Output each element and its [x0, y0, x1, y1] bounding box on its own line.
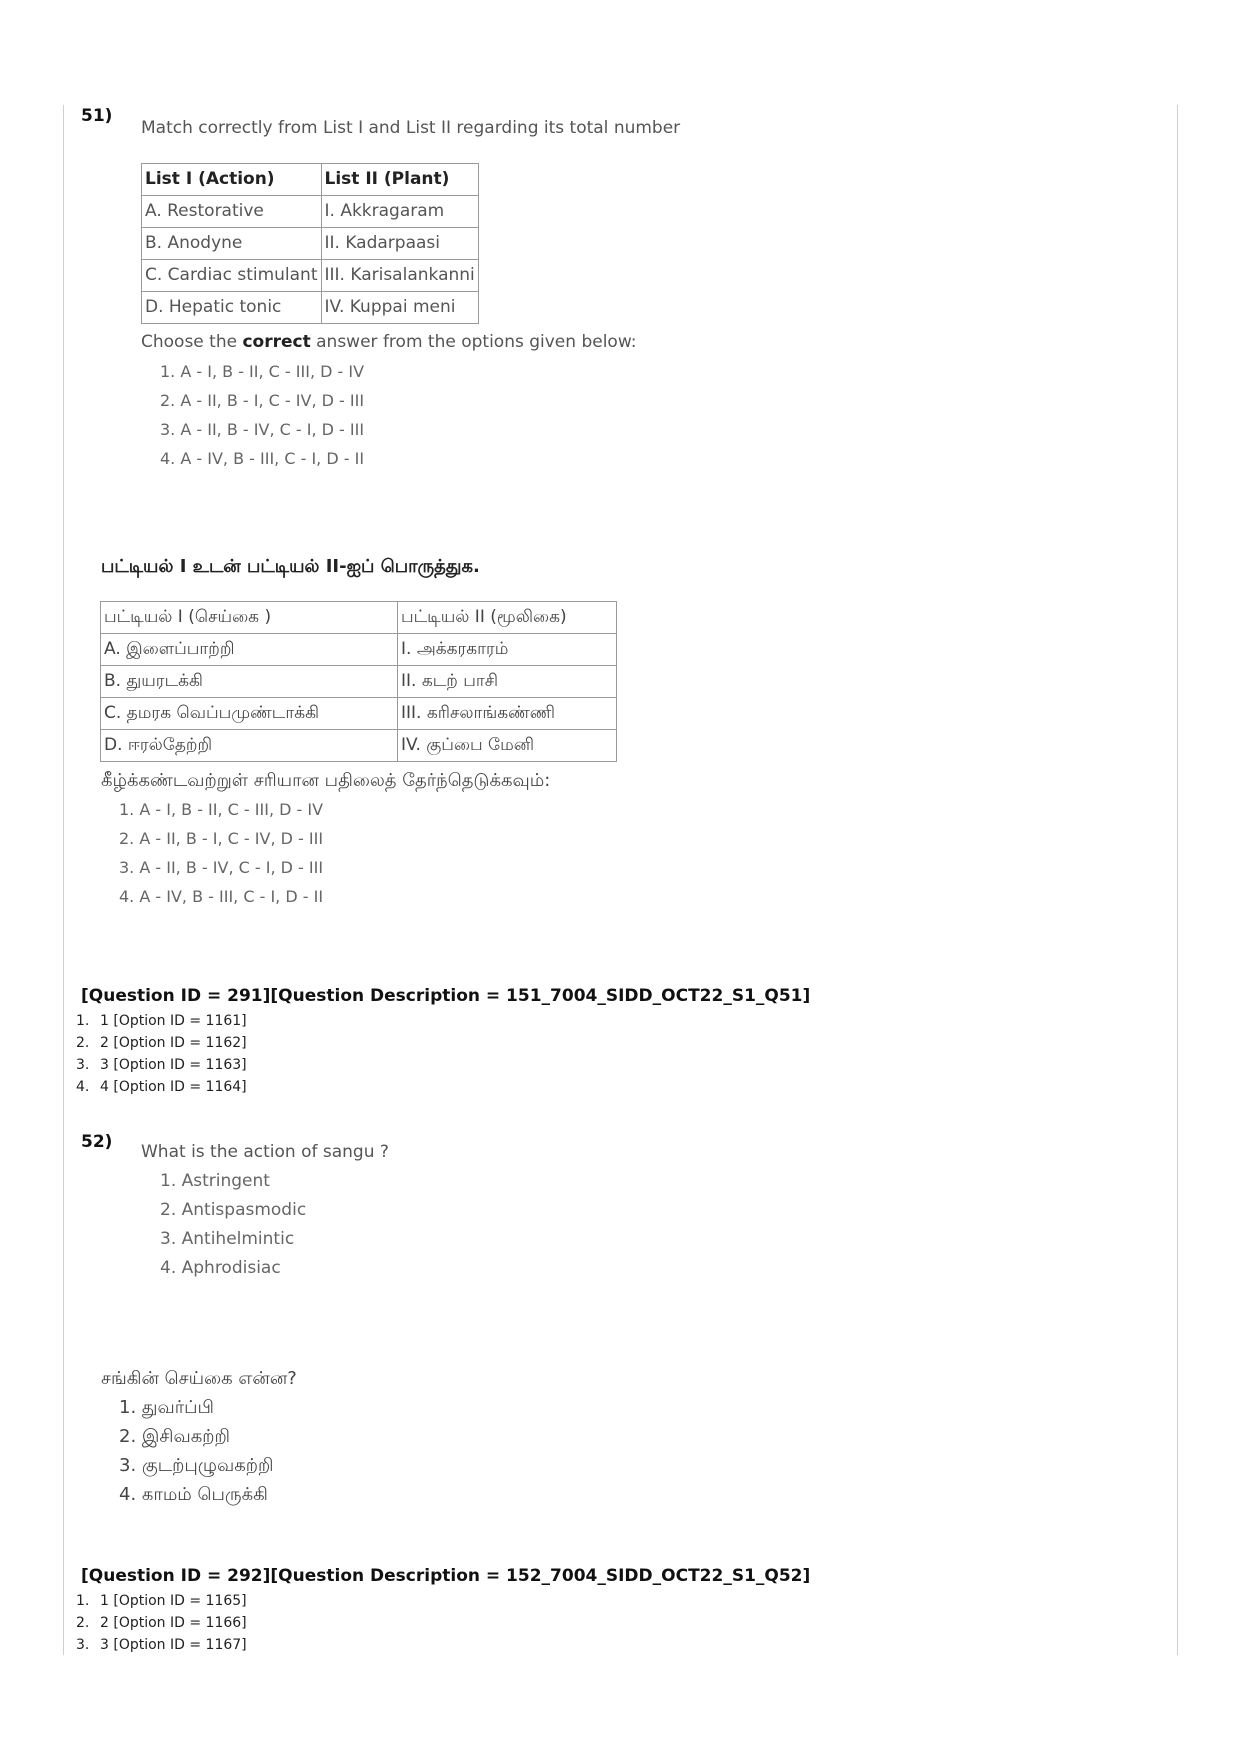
option-item: 1. A - I, B - II, C - III, D - IV	[160, 362, 365, 381]
table-cell: IV. Kuppai meni	[321, 292, 478, 324]
table-cell: IV. குப்பை மேனி	[398, 730, 617, 762]
table-cell: C. தமரக வெப்பமுண்டாக்கி	[101, 698, 398, 730]
table-cell: A. Restorative	[142, 196, 322, 228]
option-item: 4. A - IV, B - III, C - I, D - II	[160, 449, 365, 468]
option-id-number: 2.	[76, 1035, 90, 1051]
table-cell: A. இளைப்பாற்றி	[101, 634, 398, 666]
option-item: 1. A - I, B - II, C - III, D - IV	[119, 800, 324, 819]
question-52-number: 52)	[81, 1132, 113, 1152]
table-header-list1: List I (Action)	[142, 164, 322, 196]
question-51-number: 51)	[81, 106, 113, 126]
table-row	[101, 730, 617, 762]
question-51-meta: [Question ID = 291][Question Description = 151_7004_SIDD_OCT22_S1_Q51]	[81, 986, 811, 1006]
table-header-row	[142, 164, 479, 196]
table-cell: D. Hepatic tonic	[142, 292, 322, 324]
question-52-meta: [Question ID = 292][Question Description = 152_7004_SIDD_OCT22_S1_Q52]	[81, 1566, 811, 1586]
option-id-number: 1.	[76, 1593, 90, 1609]
table-cell: I. Akkragaram	[321, 196, 478, 228]
option-id-number: 4.	[76, 1079, 90, 1095]
question-51-choose-instruction-ta: கீழ்க்கண்டவற்றுள் சரியான பதிலைத் தேர்ந்தெடுக்கவும்:	[101, 770, 551, 791]
table-cell: D. ஈரல்தேற்றி	[101, 730, 398, 762]
choose-bold-word: correct	[242, 332, 311, 352]
question-51-match-table-ta	[100, 601, 617, 762]
option-id-text: 1 [Option ID = 1165]	[100, 1593, 247, 1609]
question-51-choose-instruction-en	[141, 332, 637, 352]
option-id-text: 4 [Option ID = 1164]	[100, 1079, 247, 1095]
option-item: 2. A - II, B - I, C - IV, D - III	[119, 829, 324, 848]
table-row	[142, 292, 479, 324]
option-id-item	[76, 1054, 247, 1076]
table-row	[101, 666, 617, 698]
option-id-item	[76, 1032, 247, 1054]
table-cell: II. கடற் பாசி	[398, 666, 617, 698]
table-row	[101, 634, 617, 666]
table-cell: I. அக்கரகாரம்	[398, 634, 617, 666]
option-item: 1. Astringent	[160, 1171, 270, 1191]
question-51-options-ta	[119, 795, 323, 911]
option-item: 3. Antihelmintic	[160, 1229, 295, 1249]
table-cell: III. கரிசலாங்கண்ணி	[398, 698, 617, 730]
option-id-item	[76, 1612, 247, 1634]
question-52-options-ta	[119, 1393, 273, 1509]
option-id-text: 2 [Option ID = 1162]	[100, 1035, 247, 1051]
option-id-item	[76, 1590, 247, 1612]
option-item: 3. குடற்புழுவகற்றி	[119, 1455, 274, 1476]
option-item: 3. A - II, B - IV, C - I, D - III	[160, 420, 365, 439]
option-item: 2. இசிவகற்றி	[119, 1426, 230, 1447]
question-51-option-ids	[76, 1010, 247, 1098]
question-52-text-en: What is the action of sangu ?	[141, 1142, 389, 1162]
page-border-right	[1177, 105, 1178, 1655]
table-header-row	[101, 602, 617, 634]
table-cell: II. Kadarpaasi	[321, 228, 478, 260]
table-row	[101, 698, 617, 730]
option-id-number: 1.	[76, 1013, 90, 1029]
option-id-item	[76, 1010, 247, 1032]
option-id-text: 3 [Option ID = 1167]	[100, 1637, 247, 1653]
question-51-options-en	[160, 357, 364, 473]
table-cell: C. Cardiac stimulant	[142, 260, 322, 292]
option-id-item	[76, 1076, 247, 1098]
option-id-number: 2.	[76, 1615, 90, 1631]
option-id-text: 1 [Option ID = 1161]	[100, 1013, 247, 1029]
option-id-text: 2 [Option ID = 1166]	[100, 1615, 247, 1631]
option-item: 2. Antispasmodic	[160, 1200, 307, 1220]
table-cell: III. Karisalankanni	[321, 260, 478, 292]
option-item: 2. A - II, B - I, C - IV, D - III	[160, 391, 365, 410]
option-item: 1. துவர்ப்பி	[119, 1397, 214, 1418]
table-row	[142, 260, 479, 292]
option-id-number: 3.	[76, 1637, 90, 1653]
table-header-list1: பட்டியல் I (செய்கை )	[101, 602, 398, 634]
page-border-left	[63, 105, 64, 1655]
choose-suffix: answer from the options given below:	[310, 332, 637, 352]
question-51-text-en: Match correctly from List I and List II regarding its total number	[141, 118, 681, 138]
table-header-list2: List II (Plant)	[321, 164, 478, 196]
table-header-list2: பட்டியல் II (மூலிகை)	[398, 602, 617, 634]
option-item: 3. A - II, B - IV, C - I, D - III	[119, 858, 324, 877]
question-52-option-ids	[76, 1590, 247, 1656]
table-row	[142, 196, 479, 228]
option-id-text: 3 [Option ID = 1163]	[100, 1057, 247, 1073]
question-52-options-en	[160, 1167, 306, 1283]
table-cell: B. துயரடக்கி	[101, 666, 398, 698]
question-51-text-ta: பட்டியல் I உடன் பட்டியல் II-ஐப் பொருத்துக.	[101, 556, 480, 577]
choose-prefix: Choose the	[141, 332, 243, 352]
question-52-text-ta: சங்கின் செய்கை என்ன?	[101, 1368, 297, 1389]
table-cell: B. Anodyne	[142, 228, 322, 260]
option-id-number: 3.	[76, 1057, 90, 1073]
option-item: 4. A - IV, B - III, C - I, D - II	[119, 887, 324, 906]
question-51-match-table-en	[141, 163, 479, 324]
option-item: 4. காமம் பெருக்கி	[119, 1484, 268, 1505]
option-item: 4. Aphrodisiac	[160, 1258, 281, 1278]
option-id-item	[76, 1634, 247, 1656]
table-row	[142, 228, 479, 260]
